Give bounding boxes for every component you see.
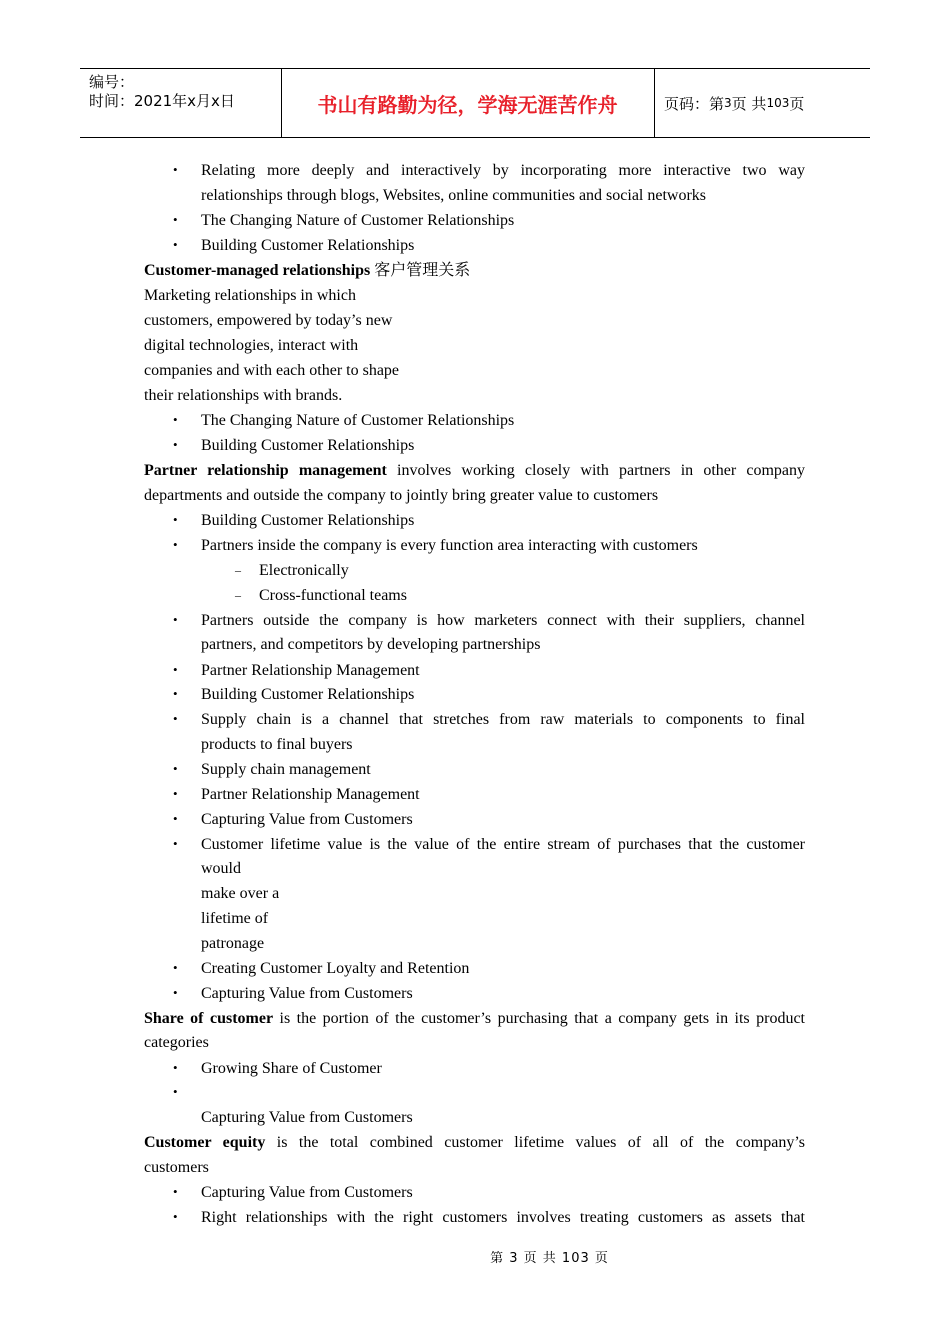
definition-line: Marketing relationships in which [144,287,356,304]
number-label: 编号： [89,73,135,91]
definition-paragraph [144,1133,805,1153]
page-total: 103 [766,96,790,110]
bullet: • [173,761,178,776]
list-item: Building Customer Relationships [201,237,415,254]
bullet: • [173,662,178,677]
list-item: Supply chain is a channel that stretches from raw materials to components to final [201,711,805,728]
bullet: • [173,1084,178,1099]
list-item: Right relationships with the right customers involves treating customers as assets that [201,1209,805,1226]
list-item: Partner Relationship Management [201,662,420,679]
list-item-continuation: partners, and competitors by developing partnerships [201,636,541,653]
definition-heading [144,261,470,281]
term: Share of customer [144,1010,274,1027]
definition-continuation: customers [144,1159,209,1176]
list-item-continuation: make over a [201,885,280,902]
document-header [80,68,870,138]
term: Customer equity [144,1134,266,1151]
list-item-continuation: relationships through blogs, Websites, online communities and social networks [201,187,707,204]
list-item: Customer lifetime value is the value of the entire stream of purchases that the customer [201,836,805,853]
list-item: Relating more deeply and interactively by incorporating more interactive two way [201,162,805,179]
page-number: 3 [724,96,732,110]
list-item: Capturing Value from Customers [201,1109,413,1126]
list-item: Capturing Value from Customers [201,1184,413,1201]
time-label: 时间：2021年x月x日 [89,92,235,110]
list-item: Capturing Value from Customers [201,985,413,1002]
list-item: Capturing Value from Customers [201,811,413,828]
bullet: • [173,437,178,452]
term-chinese: 客户管理关系 [370,262,471,279]
dash-marker: – [235,563,241,577]
bullet: • [173,686,178,701]
term: Customer-managed relationships [144,262,371,279]
bullet: • [173,711,178,726]
bullet: • [173,237,178,252]
bullet: • [173,985,178,1000]
list-item: Supply chain management [201,761,371,778]
page-mid: 页 共 [731,94,767,113]
bullet: • [173,1184,178,1199]
bullet: • [173,811,178,826]
dash-marker: – [235,588,241,602]
definition-paragraph [144,1009,805,1029]
definition-line: customers, empowered by today’s new [144,312,393,329]
list-item-continuation: patronage [201,935,265,952]
list-item: The Changing Nature of Customer Relationships [201,412,515,429]
list-item-continuation: products to final buyers [201,736,353,753]
list-item: Partner Relationship Management [201,786,420,803]
definition-line: companies and with each other to shape [144,362,400,379]
bullet: • [173,612,178,627]
definition-line: digital technologies, interact with [144,337,359,354]
bullet: • [173,1060,178,1075]
definition-continuation: categories [144,1034,209,1051]
page-prefix: 页码：第 [664,94,725,113]
list-item: Partners inside the company is every function area interacting with customers [201,537,698,554]
bullet: • [173,212,178,227]
definition-text: is the portion of the customer’s purchasing that a company gets in its product [273,1010,805,1027]
page-footer: 第 3 页 共 103 页 [490,1251,609,1266]
definition-text: involves working closely with partners in other company [386,462,806,479]
list-item: Growing Share of Customer [201,1060,382,1077]
list-item-continuation: would [201,860,241,877]
bullet: • [173,512,178,527]
header-motto: 书山有路勤为径，学海无涯苦作舟 [281,69,655,137]
header-meta-cell [80,69,282,137]
list-item: Creating Customer Loyalty and Retention [201,960,470,977]
list-item: The Changing Nature of Customer Relationships [201,212,515,229]
definition-line: their relationships with brands. [144,387,343,404]
sub-list-item: Electronically [259,562,349,579]
bullet: • [173,960,178,975]
list-item: Building Customer Relationships [201,512,415,529]
definition-text: is the total combined customer lifetime values of all of the company’s [265,1134,806,1151]
bullet: • [173,162,178,177]
term: Partner relationship management [144,462,387,479]
definition-continuation: departments and outside the company to jointly bring greater value to customers [144,487,659,504]
list-item: Building Customer Relationships [201,437,415,454]
sub-list-item: Cross-functional teams [259,587,407,604]
bullet: • [173,1209,178,1224]
bullet: • [173,786,178,801]
header-page-info [655,69,870,137]
bullet: • [173,836,178,851]
list-item: Building Customer Relationships [201,686,415,703]
bullet: • [173,412,178,427]
definition-paragraph [144,461,805,481]
list-item-continuation: lifetime of [201,910,269,927]
list-item: Partners outside the company is how marketers connect with their suppliers, channel [201,612,805,629]
bullet: • [173,537,178,552]
page-suffix: 页 [789,94,805,113]
